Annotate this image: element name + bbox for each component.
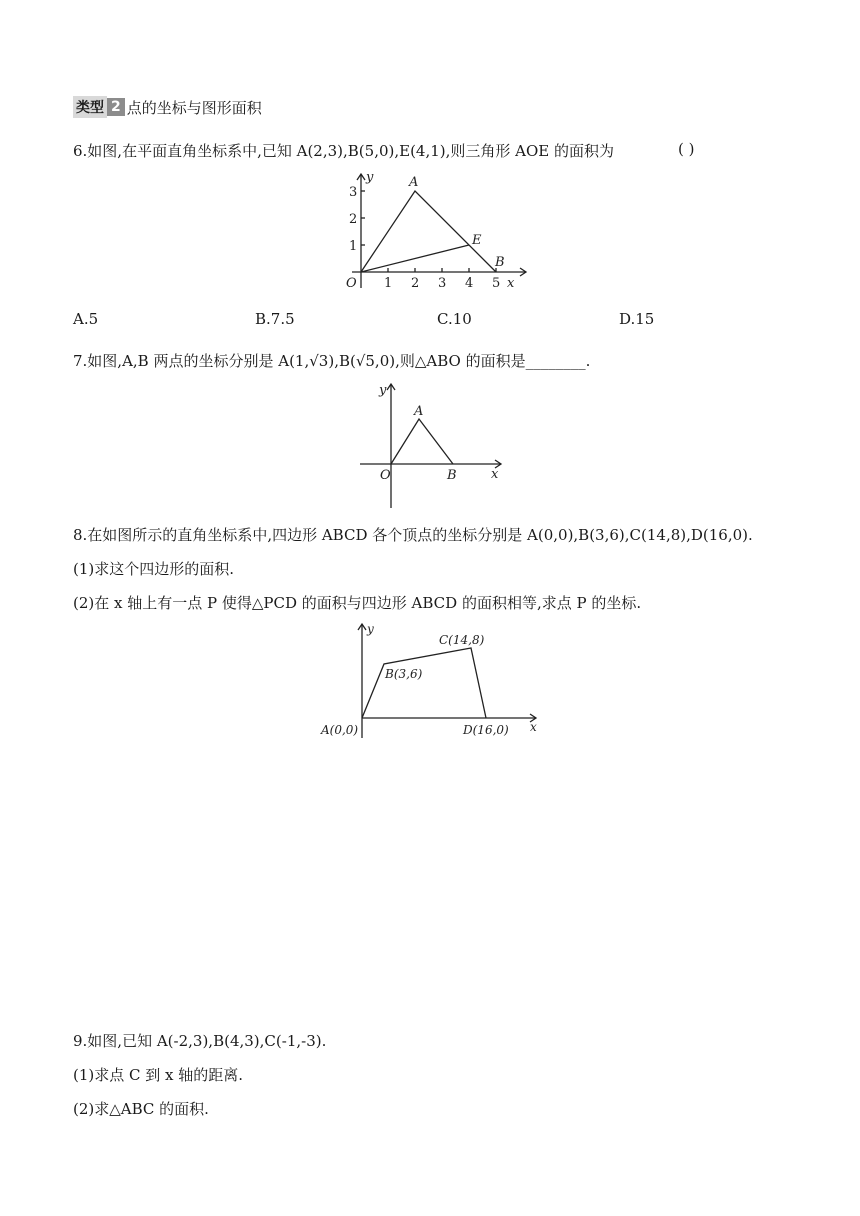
- q6-xtick-1: 1: [384, 276, 393, 291]
- q8-sub1: (1)求这个四边形的面积.: [73, 560, 235, 578]
- q6-figure: [330, 168, 530, 293]
- q8-label-c: C(14,8): [439, 633, 485, 647]
- q6-xtick-4: 4: [465, 276, 474, 291]
- q7-origin-label: O: [380, 468, 391, 483]
- q6-text: 6.如图,在平面直角坐标系中,已知 A(2,3),B(5,0),E(4,1),则三角形 AOE 的面积为: [73, 142, 615, 160]
- q7-text: 7.如图,A,B 两点的坐标分别是 A(1,√3),B(√5,0),则△ABO 的面积是________.: [73, 352, 591, 370]
- q9-sub1: (1)求点 C 到 x 轴的距离.: [73, 1066, 244, 1084]
- q8-label-d: D(16,0): [463, 723, 509, 737]
- q6-option-c[interactable]: C.10: [437, 310, 472, 328]
- q6-label-a: A: [409, 175, 419, 190]
- q6-label-e: E: [472, 233, 482, 248]
- section-heading: [73, 96, 262, 118]
- q8-label-b: B(3,6): [385, 667, 423, 681]
- q6-answer-paren: ( ): [678, 140, 695, 158]
- q9-sub2: (2)求△ABC 的面积.: [73, 1100, 209, 1118]
- q6-xtick-2: 2: [411, 276, 420, 291]
- q8-text: 8.在如图所示的直角坐标系中,四边形 ABCD 各个顶点的坐标分别是 A(0,0),B(3,6),C(14,8),D(16,0).: [73, 526, 753, 544]
- q9-text: 9.如图,已知 A(-2,3),B(4,3),C(-1,-3).: [73, 1032, 327, 1050]
- q8-label-a: A(0,0): [321, 723, 359, 737]
- q6-xtick-3: 3: [438, 276, 447, 291]
- q7-x-axis-label: x: [491, 467, 499, 482]
- q6-y-axis-label: y: [366, 170, 374, 185]
- q6-label-b: B: [495, 255, 505, 270]
- q6-xtick-5: 5: [492, 276, 501, 291]
- q6-ytick-3: 3: [349, 185, 358, 200]
- q8-y-axis-label: y: [367, 622, 374, 636]
- q7-figure: [355, 378, 505, 513]
- section-title: 点的坐标与图形面积: [126, 98, 262, 117]
- section-tag-number: 2: [107, 98, 125, 116]
- q6-ytick-1: 1: [349, 239, 358, 254]
- q6-ytick-2: 2: [349, 212, 358, 227]
- q6-option-b[interactable]: B.7.5: [255, 310, 295, 328]
- q8-sub2: (2)在 x 轴上有一点 P 使得△PCD 的面积与四边形 ABCD 的面积相等,求点 P 的坐标.: [73, 594, 642, 612]
- q7-label-b: B: [447, 468, 457, 483]
- q7-y-axis-label: y: [379, 383, 387, 398]
- q8-x-axis-label: x: [530, 720, 537, 734]
- section-tag-label: 类型: [73, 96, 107, 118]
- q7-label-a: A: [414, 404, 424, 419]
- q6-option-a[interactable]: A.5: [73, 310, 99, 328]
- q6-origin-label: O: [346, 276, 357, 291]
- q6-option-d[interactable]: D.15: [619, 310, 655, 328]
- q8-figure: [318, 620, 548, 745]
- q6-x-axis-label: x: [507, 276, 515, 291]
